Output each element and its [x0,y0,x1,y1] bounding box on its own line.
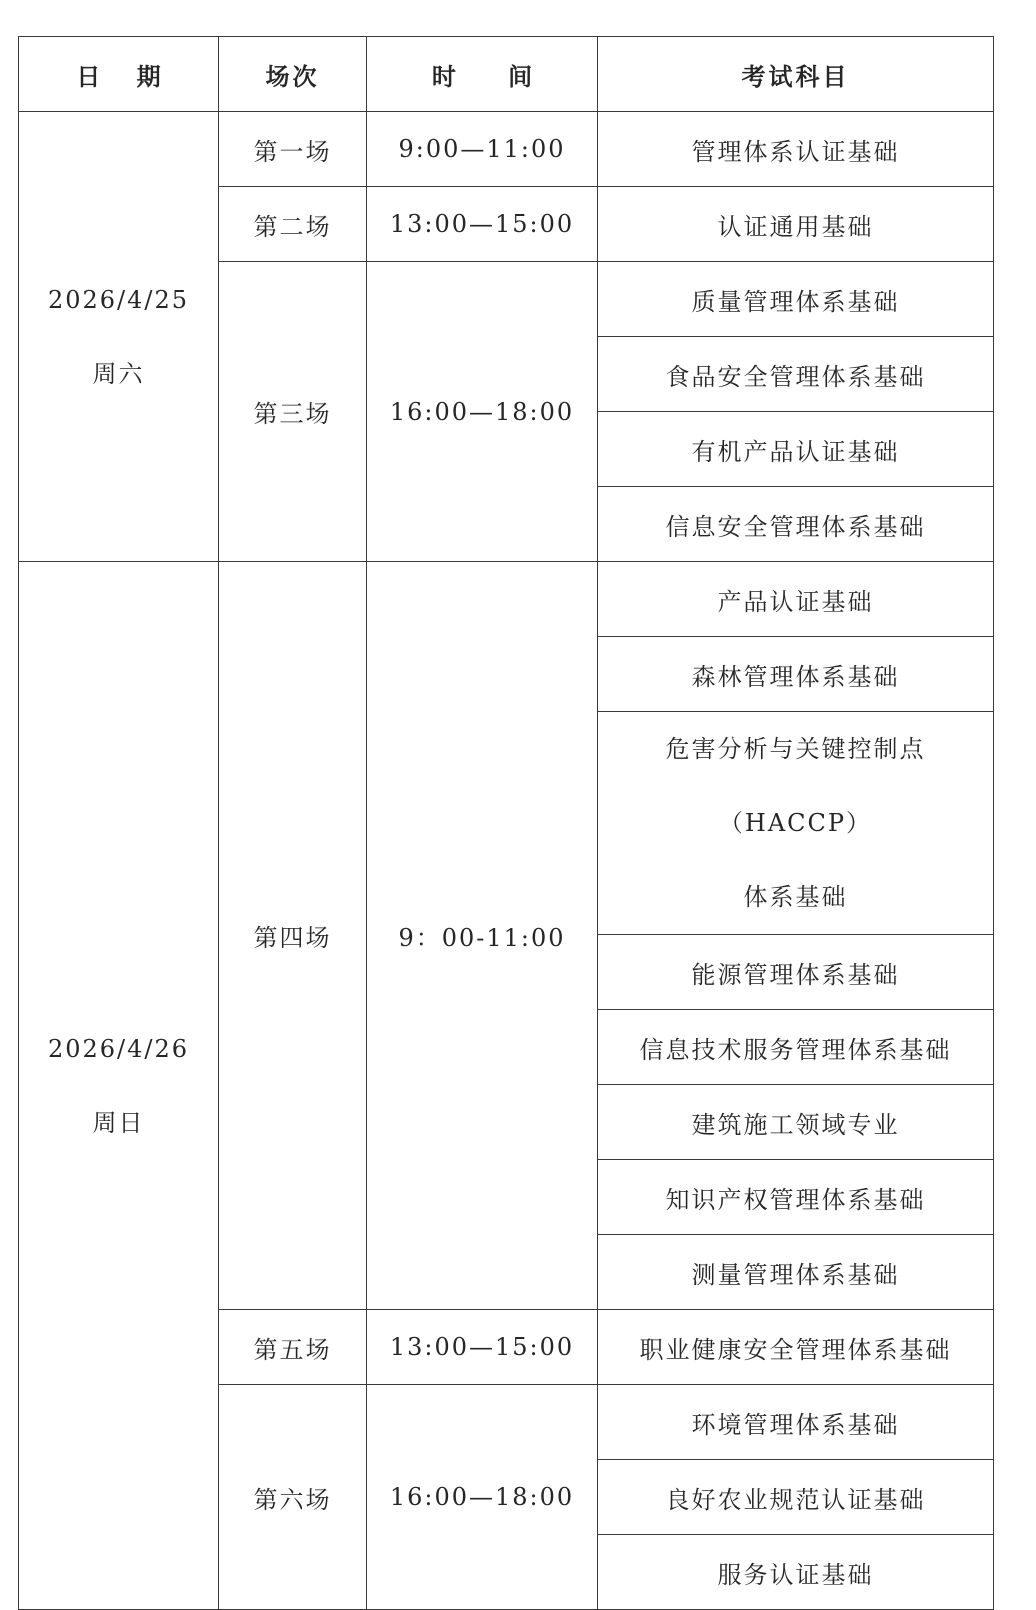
time-cell: 16:00—18:00 [367,1385,598,1610]
subject-cell: 能源管理体系基础 [598,935,994,1010]
session-cell: 第三场 [219,262,367,562]
table-row [19,562,994,637]
subject-cell: 建筑施工领域专业 [598,1085,994,1160]
subject-cell: 森林管理体系基础 [598,637,994,712]
subject-cell: 质量管理体系基础 [598,262,994,337]
weekday-value: 周日 [92,1108,145,1137]
session-cell: 第六场 [219,1385,367,1610]
subject-cell: 环境管理体系基础 [598,1385,994,1460]
subject-line: 体系基础 [743,883,848,911]
time-cell: 9：00-11:00 [367,562,598,1310]
subject-cell: 良好农业规范认证基础 [598,1460,994,1535]
subject-cell: 产品认证基础 [598,562,994,637]
header-time: 时 间 [367,37,598,112]
time-cell: 9:00—11:00 [367,112,598,187]
time-cell: 13:00—15:00 [367,187,598,262]
subject-cell: 信息技术服务管理体系基础 [598,1010,994,1085]
header-date: 日 期 [19,37,219,112]
subject-cell: 有机产品认证基础 [598,412,994,487]
subject-cell [598,712,994,935]
header-row [19,37,994,112]
date-cell [19,112,219,562]
subject-cell: 认证通用基础 [598,187,994,262]
time-cell: 13:00—15:00 [367,1310,598,1385]
date-value: 2026/4/26 [47,1034,190,1063]
exam-schedule-table [18,36,994,1610]
session-cell: 第一场 [219,112,367,187]
session-cell: 第二场 [219,187,367,262]
subject-cell: 信息安全管理体系基础 [598,487,994,562]
date-value: 2026/4/25 [47,285,190,314]
weekday-value: 周六 [92,359,145,388]
table-row [19,112,994,187]
subject-cell: 职业健康安全管理体系基础 [598,1310,994,1385]
subject-cell: 食品安全管理体系基础 [598,337,994,412]
subject-cell: 知识产权管理体系基础 [598,1160,994,1235]
date-cell [19,562,219,1610]
header-subject: 考试科目 [598,37,994,112]
time-cell: 16:00—18:00 [367,262,598,562]
subject-cell: 管理体系认证基础 [598,112,994,187]
session-cell: 第四场 [219,562,367,1310]
subject-cell: 服务认证基础 [598,1535,994,1610]
subject-cell: 测量管理体系基础 [598,1235,994,1310]
session-cell: 第五场 [219,1310,367,1385]
header-session: 场次 [219,37,367,112]
subject-line: 危害分析与关键控制点（HACCP） [665,735,926,837]
